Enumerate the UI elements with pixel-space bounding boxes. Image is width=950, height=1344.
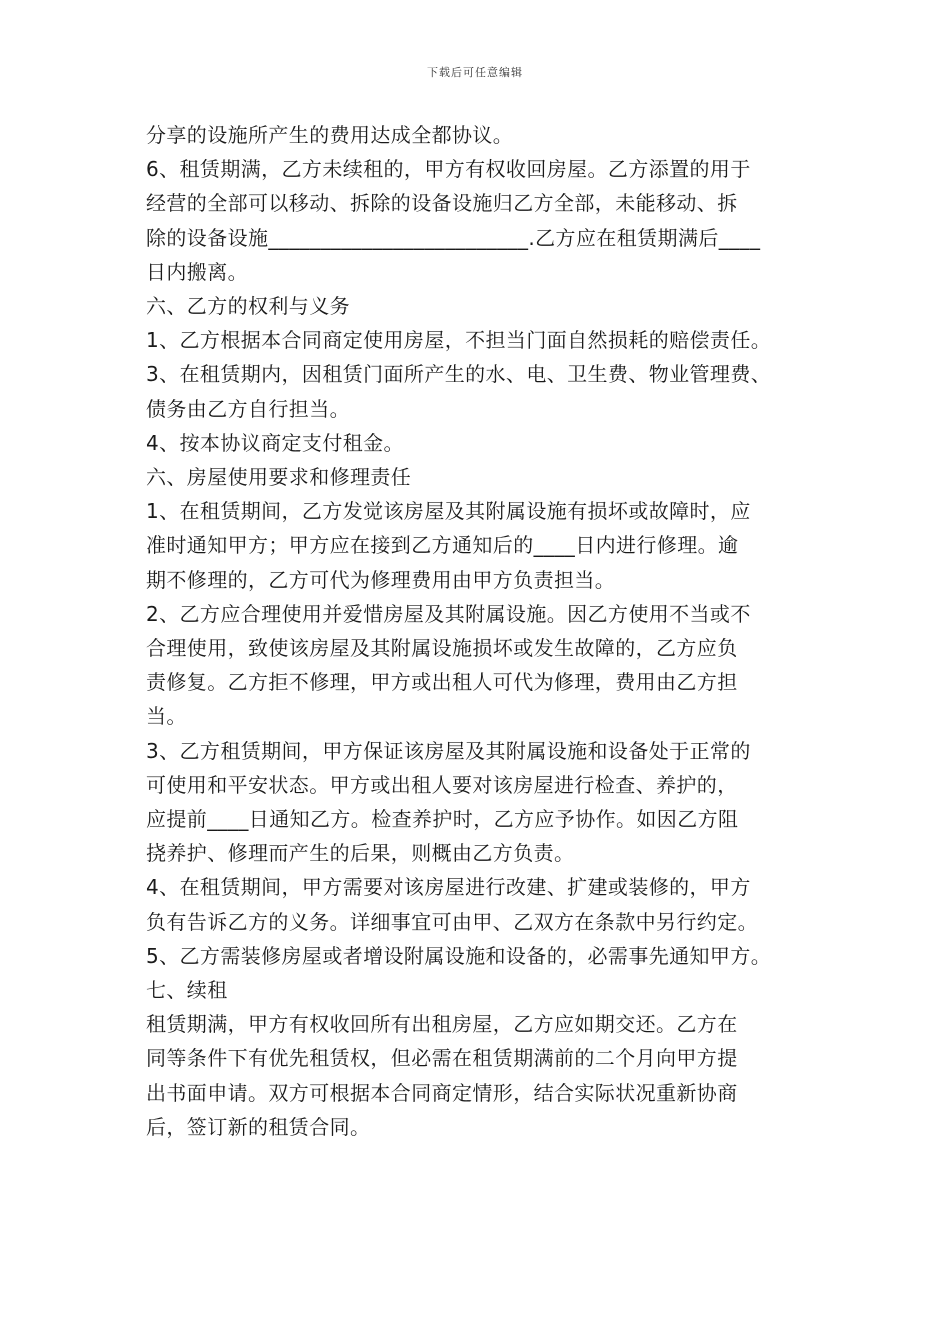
text-line: 4、按本协议商定支付租金。	[146, 430, 404, 455]
text-line: 可使用和平安状态。甲方或出租人要对该房屋进行检查、养护的，	[146, 772, 738, 797]
document-body	[146, 118, 826, 1144]
text-line: 分享的设施所产生的费用达成全都协议。	[146, 123, 514, 147]
page-header: 下载后可任意编辑	[427, 66, 523, 79]
text-line: 5、乙方需装修房屋或者增设附属设施和设备的，必需事先通知甲方。	[146, 943, 772, 968]
section-heading: 六、乙方的权利与义务	[146, 294, 350, 319]
text-line: 3、乙方租赁期间，甲方保证该房屋及其附属设施和设备处于正常的	[146, 738, 751, 763]
section-heading: 七、续租	[146, 978, 228, 1003]
text-line: 除的设备设施_________________________.乙方应在租赁期满后____	[146, 225, 761, 250]
text-line: 1、在租赁期间，乙方发觉该房屋及其附属设施有损坏或故障时，应	[146, 499, 751, 524]
text-line: 准时通知甲方；甲方应在接到乙方通知后的____日内进行修理。逾	[146, 533, 739, 558]
text-line: 3、在租赁期内，因租赁门面所产生的水、电、卫生费、物业管理费、	[146, 362, 772, 387]
text-line: 挠养护、修理而产生的后果，则概由乙方负责。	[146, 841, 575, 866]
text-line: 期不修理的，乙方可代为修理费用由甲方负责担当。	[146, 567, 616, 592]
text-line: 责修复。乙方拒不修理，甲方或出租人可代为修理，费用由乙方担	[146, 670, 738, 695]
text-line: 同等条件下有优先租赁权，但必需在租赁期满前的二个月向甲方提	[146, 1046, 738, 1071]
text-line: 合理使用，致使该房屋及其附属设施损坏或发生故障的，乙方应负	[146, 636, 738, 661]
text-line: 债务由乙方自行担当。	[146, 396, 350, 421]
text-line: 出书面申请。双方可根据本合同商定情形，结合实际状况重新协商	[146, 1080, 738, 1105]
text-line: 2、乙方应合理使用并爱惜房屋及其附属设施。因乙方使用不当或不	[146, 601, 751, 626]
text-line: 当。	[146, 704, 187, 729]
text-line: 经营的全部可以移动、拆除的设备设施归乙方全部，未能移动、拆	[146, 191, 738, 216]
text-line: 4、在租赁期间，甲方需要对该房屋进行改建、扩建或装修的，甲方	[146, 875, 751, 900]
text-line: 日内搬离。	[146, 259, 248, 284]
section-heading: 六、房屋使用要求和修理责任	[146, 465, 412, 490]
text-line: 应提前____日通知乙方。检查养护时，乙方应予协作。如因乙方阻	[146, 807, 739, 832]
text-line: 负有告诉乙方的义务。详细事宜可由甲、乙双方在条款中另行约定。	[146, 909, 758, 934]
text-line: 租赁期满，甲方有权收回所有出租房屋，乙方应如期交还。乙方在	[146, 1012, 738, 1037]
text-line: 后，签订新的租赁合同。	[146, 1114, 371, 1139]
text-line: 1、乙方根据本合同商定使用房屋，不担当门面自然损耗的赔偿责任。	[146, 328, 772, 353]
text-line: 6、租赁期满，乙方未续租的，甲方有权收回房屋。乙方添置的用于	[146, 157, 751, 182]
